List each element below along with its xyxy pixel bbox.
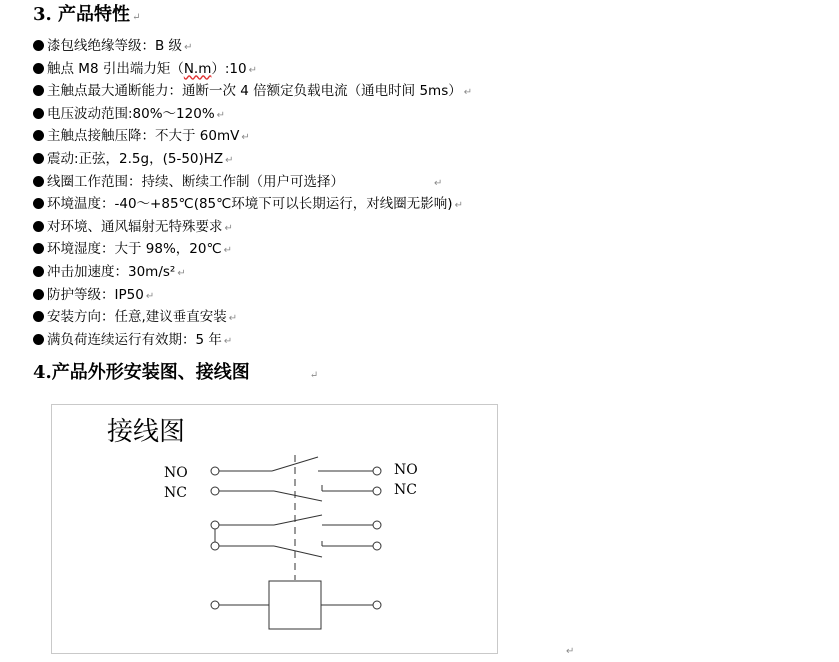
paragraph-mark-icon: ↵ [132, 12, 141, 23]
bullet-icon [33, 221, 44, 232]
list-item-text: 震动:正弦，2.5g，(5-50)HZ [47, 150, 224, 167]
list-item [33, 261, 472, 284]
paragraph-mark-icon: ↵ [216, 109, 226, 121]
terminal-label-right-no: NO [394, 462, 418, 478]
bullet-icon [33, 266, 44, 277]
paragraph-mark-icon: ↵ [177, 267, 186, 279]
list-item-text: 主触点最大通断能力：通断一次 4 倍额定负载电流（通电时间 5ms） [47, 83, 462, 100]
list-item-text-prefix: 触点 M8 引出端力矩（ [47, 60, 184, 77]
list-item-text-suffix: ）:10 [211, 60, 247, 77]
list-item [33, 103, 472, 126]
paragraph-mark-icon: ↵ [309, 370, 319, 381]
list-item [33, 238, 472, 261]
paragraph-mark-icon: ↵ [224, 222, 233, 234]
paragraph-mark-icon: ↵ [184, 42, 193, 53]
paragraph-mark-icon: ↵ [463, 87, 473, 99]
bullet-icon [33, 40, 44, 51]
bullet-icon [33, 153, 44, 164]
list-item-text: 环境温度：-40～+85℃(85℃环境下可以长期运行，对线圈无影响) [47, 196, 453, 213]
section-4-title: 4.产品外形安装图、接线图 [33, 362, 250, 383]
wiring-diagram-figure [51, 404, 498, 654]
bullet-icon [33, 311, 44, 322]
list-item [33, 284, 472, 307]
spellcheck-flag: N.m [183, 60, 212, 77]
list-item [33, 216, 472, 239]
paragraph-mark-icon: ↵ [145, 290, 155, 302]
bullet-icon [33, 63, 44, 74]
section-3-heading [33, 4, 140, 29]
list-item [33, 80, 472, 103]
list-item [33, 125, 472, 148]
list-item-text: 防护等级：IP50 [47, 286, 144, 303]
bullet-icon [33, 289, 44, 300]
list-item-text: 主触点接触压降：不大于 60mV [47, 128, 240, 145]
bullet-icon [33, 334, 44, 345]
wiring-diagram-title: 接线图 [107, 417, 186, 447]
paragraph-mark-icon: ↵ [566, 646, 575, 657]
bullet-icon [33, 108, 44, 119]
bullet-icon [33, 176, 44, 187]
contact-group-2 [211, 515, 381, 557]
terminal-label-right-nc: NC [394, 482, 417, 498]
bullet-icon [33, 130, 44, 141]
list-item [33, 306, 472, 329]
list-item-text: 环境湿度：大于 98%，20℃ [47, 241, 222, 258]
list-item [33, 58, 472, 81]
list-item [33, 35, 472, 58]
section-3-title: 3. 产品特性 [33, 4, 131, 25]
list-item [33, 329, 472, 352]
paragraph-mark-icon: ↵ [434, 177, 443, 189]
paragraph-mark-icon: ↵ [241, 132, 250, 144]
bullet-icon [33, 85, 44, 96]
list-item [33, 148, 472, 171]
wiring-diagram-drawing [52, 405, 497, 653]
nc-contact-1 [211, 485, 381, 501]
list-item-text: 线圈工作范围：持续、断续工作制（用户可选择） [47, 173, 344, 190]
bullet-icon [33, 243, 44, 254]
product-features-list [33, 35, 472, 351]
paragraph-mark-icon: ↵ [225, 154, 234, 166]
list-item-text: 冲击加速度：30m/s² [47, 263, 176, 280]
list-item [33, 171, 472, 194]
paragraph-mark-icon: ↵ [223, 335, 233, 347]
list-item-text: 安装方向：任意,建议垂直安装 [47, 309, 227, 326]
coil [211, 581, 381, 629]
terminal-label-left-no: NO [164, 465, 188, 481]
no-contact-1 [211, 457, 381, 475]
paragraph-mark-icon: ↵ [223, 245, 233, 257]
list-item-text: 漆包线绝缘等级：B 级 [47, 38, 183, 54]
terminal-label-left-nc: NC [164, 485, 187, 501]
bullet-icon [33, 198, 44, 209]
paragraph-mark-icon: ↵ [228, 313, 238, 325]
list-item [33, 193, 472, 216]
list-item-text: 电压波动范围:80%～120% [47, 105, 215, 122]
list-item-text: 满负荷连续运行有效期：5 年 [47, 331, 222, 348]
list-item-text: 对环境、通风辐射无特殊要求 [47, 218, 223, 235]
paragraph-mark-icon: ↵ [248, 64, 257, 76]
section-4-heading [33, 362, 318, 387]
paragraph-mark-icon: ↵ [454, 200, 463, 212]
